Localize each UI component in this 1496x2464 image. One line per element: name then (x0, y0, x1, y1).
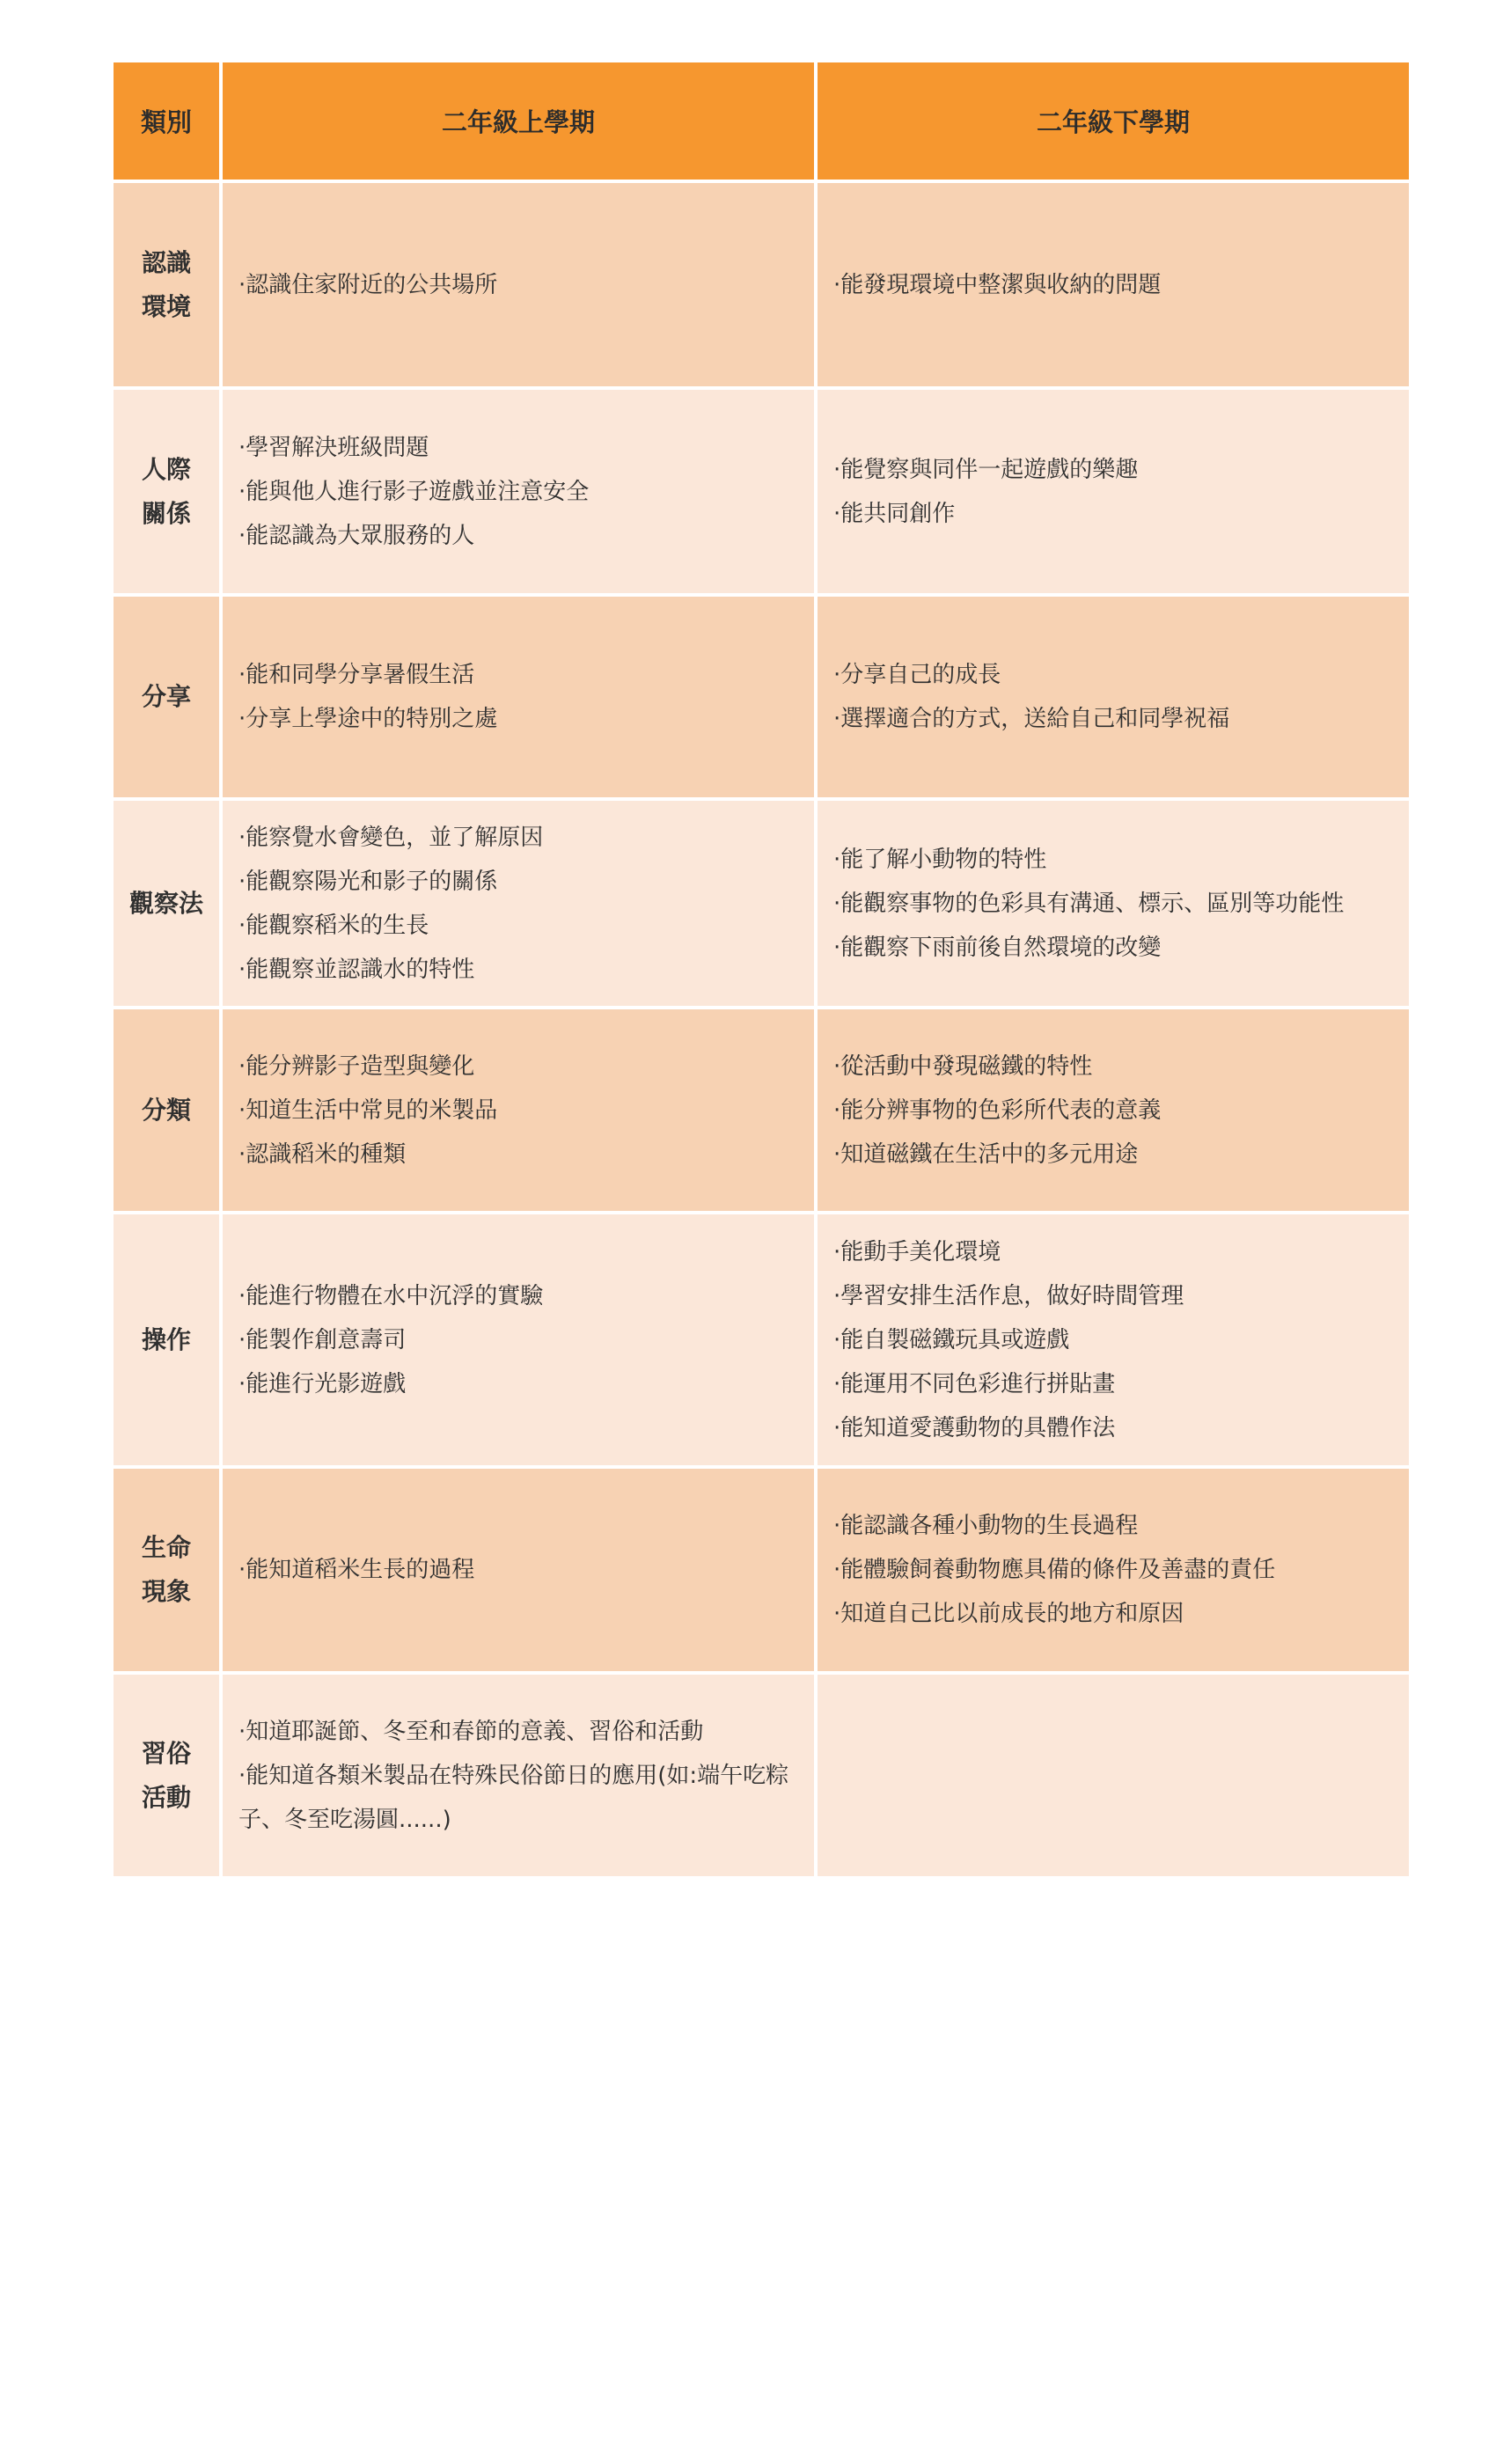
list-item: ·認識住家附近的公共場所 (238, 271, 498, 298)
category-label: 習俗 (141, 1738, 191, 1768)
category-label: 生命 (141, 1533, 191, 1562)
list-item: ·選擇適合的方式，送給自己和同學祝福 (833, 706, 1230, 732)
list-item: ·能發現環境中整潔與收納的問題 (833, 271, 1162, 298)
first-semester-cell (223, 1214, 814, 1465)
list-item: ·學習安排生活作息，做好時間管理 (833, 1282, 1184, 1309)
header-row (114, 62, 1409, 180)
list-item: ·能觀察稻米的生長 (238, 912, 429, 939)
first-semester-cell (223, 597, 814, 797)
second-semester-cell (818, 390, 1409, 593)
list-item: ·分享自己的成長 (833, 662, 1001, 688)
list-item: ·能觀察事物的色彩具有溝通、標示、區別等功能性 (833, 890, 1345, 917)
category-label: 人際 (141, 454, 191, 484)
table-row (114, 1469, 1409, 1671)
first-semester-cell (223, 390, 814, 593)
table-row (114, 1009, 1409, 1211)
list-item: ·能觀察並認識水的特性 (238, 956, 475, 983)
list-item: ·知道耶誕節、冬至和春節的意義、習俗和活動 (238, 1718, 704, 1745)
list-item: ·能知道各類米製品在特殊民俗節日的應用(如:端午吃粽子、冬至吃湯圓......) (238, 1762, 789, 1833)
list-item: ·能自製磁鐵玩具或遊戲 (833, 1326, 1070, 1353)
table-row (114, 1675, 1409, 1876)
curriculum-table (110, 59, 1412, 1880)
category-label: 現象 (141, 1577, 191, 1606)
category-label: 觀察法 (128, 888, 203, 918)
second-semester-cell (818, 1469, 1409, 1671)
first-semester-cell (223, 183, 814, 386)
category-label: 環境 (141, 291, 191, 321)
category-label: 分類 (141, 1095, 191, 1125)
list-item: ·能觀察陽光和影子的關係 (238, 868, 498, 895)
category-label: 分享 (141, 682, 191, 711)
list-item: ·能覺察與同伴一起遊戲的樂趣 (833, 456, 1139, 483)
category-cell (114, 1009, 219, 1211)
category-cell (114, 1214, 219, 1465)
list-item: ·學習解決班級問題 (238, 434, 429, 461)
table-row (114, 1214, 1409, 1465)
list-item: ·能察覺水會變色，並了解原因 (238, 824, 544, 851)
category-cell (114, 597, 219, 797)
list-item: ·能運用不同色彩進行拼貼畫 (833, 1370, 1116, 1397)
list-item: ·能認識為大眾服務的人 (238, 522, 475, 549)
table-row (114, 183, 1409, 386)
header-second-semester: 二年級下學期 (818, 62, 1409, 180)
list-item: ·能共同創作 (833, 500, 956, 527)
table-row (114, 390, 1409, 593)
category-cell (114, 183, 219, 386)
list-item: ·分享上學途中的特別之處 (238, 706, 498, 732)
list-item: ·從活動中發現磁鐵的特性 (833, 1052, 1093, 1080)
second-semester-cell (818, 1675, 1409, 1876)
table-row (114, 597, 1409, 797)
list-item: ·能製作創意壽司 (238, 1326, 407, 1353)
first-semester-cell (223, 1009, 814, 1211)
list-item: ·能動手美化環境 (833, 1238, 1001, 1265)
header-first-semester: 二年級上學期 (223, 62, 814, 180)
header-category: 類別 (114, 62, 219, 180)
first-semester-cell (223, 1469, 814, 1671)
list-item: ·知道生活中常見的米製品 (238, 1096, 498, 1124)
list-item: ·能分辨事物的色彩所代表的意義 (833, 1096, 1162, 1124)
list-item: ·知道磁鐵在生活中的多元用途 (833, 1140, 1139, 1168)
second-semester-cell (818, 1009, 1409, 1211)
list-item: ·能知道愛護動物的具體作法 (833, 1414, 1116, 1441)
list-item: ·能與他人進行影子遊戲並注意安全 (238, 478, 590, 505)
category-cell (114, 1469, 219, 1671)
category-cell (114, 801, 219, 1006)
first-semester-cell (223, 801, 814, 1006)
list-item: ·知道自己比以前成長的地方和原因 (833, 1601, 1184, 1627)
second-semester-cell (818, 183, 1409, 386)
second-semester-cell (818, 1214, 1409, 1465)
category-label: 關係 (141, 498, 191, 528)
category-label: 活動 (141, 1782, 191, 1812)
list-item: ·能進行光影遊戲 (238, 1370, 407, 1397)
list-item: ·能體驗飼養動物應具備的條件及善盡的責任 (833, 1557, 1276, 1583)
first-semester-cell (223, 1675, 814, 1876)
category-label: 操作 (141, 1324, 191, 1354)
category-cell (114, 390, 219, 593)
list-item: ·能了解小動物的特性 (833, 846, 1047, 873)
category-label: 認識 (141, 247, 191, 277)
table-row (114, 801, 1409, 1006)
list-item: ·能知道稻米生長的過程 (238, 1557, 475, 1583)
list-item: ·能觀察下雨前後自然環境的改變 (833, 934, 1162, 961)
list-item: ·能分辨影子造型與變化 (238, 1052, 475, 1080)
second-semester-cell (818, 801, 1409, 1006)
category-cell (114, 1675, 219, 1876)
list-item: ·能進行物體在水中沉浮的實驗 (238, 1282, 544, 1309)
second-semester-cell (818, 597, 1409, 797)
list-item: ·認識稻米的種類 (238, 1140, 407, 1168)
list-item: ·能和同學分享暑假生活 (238, 662, 475, 688)
list-item: ·能認識各種小動物的生長過程 (833, 1513, 1139, 1539)
